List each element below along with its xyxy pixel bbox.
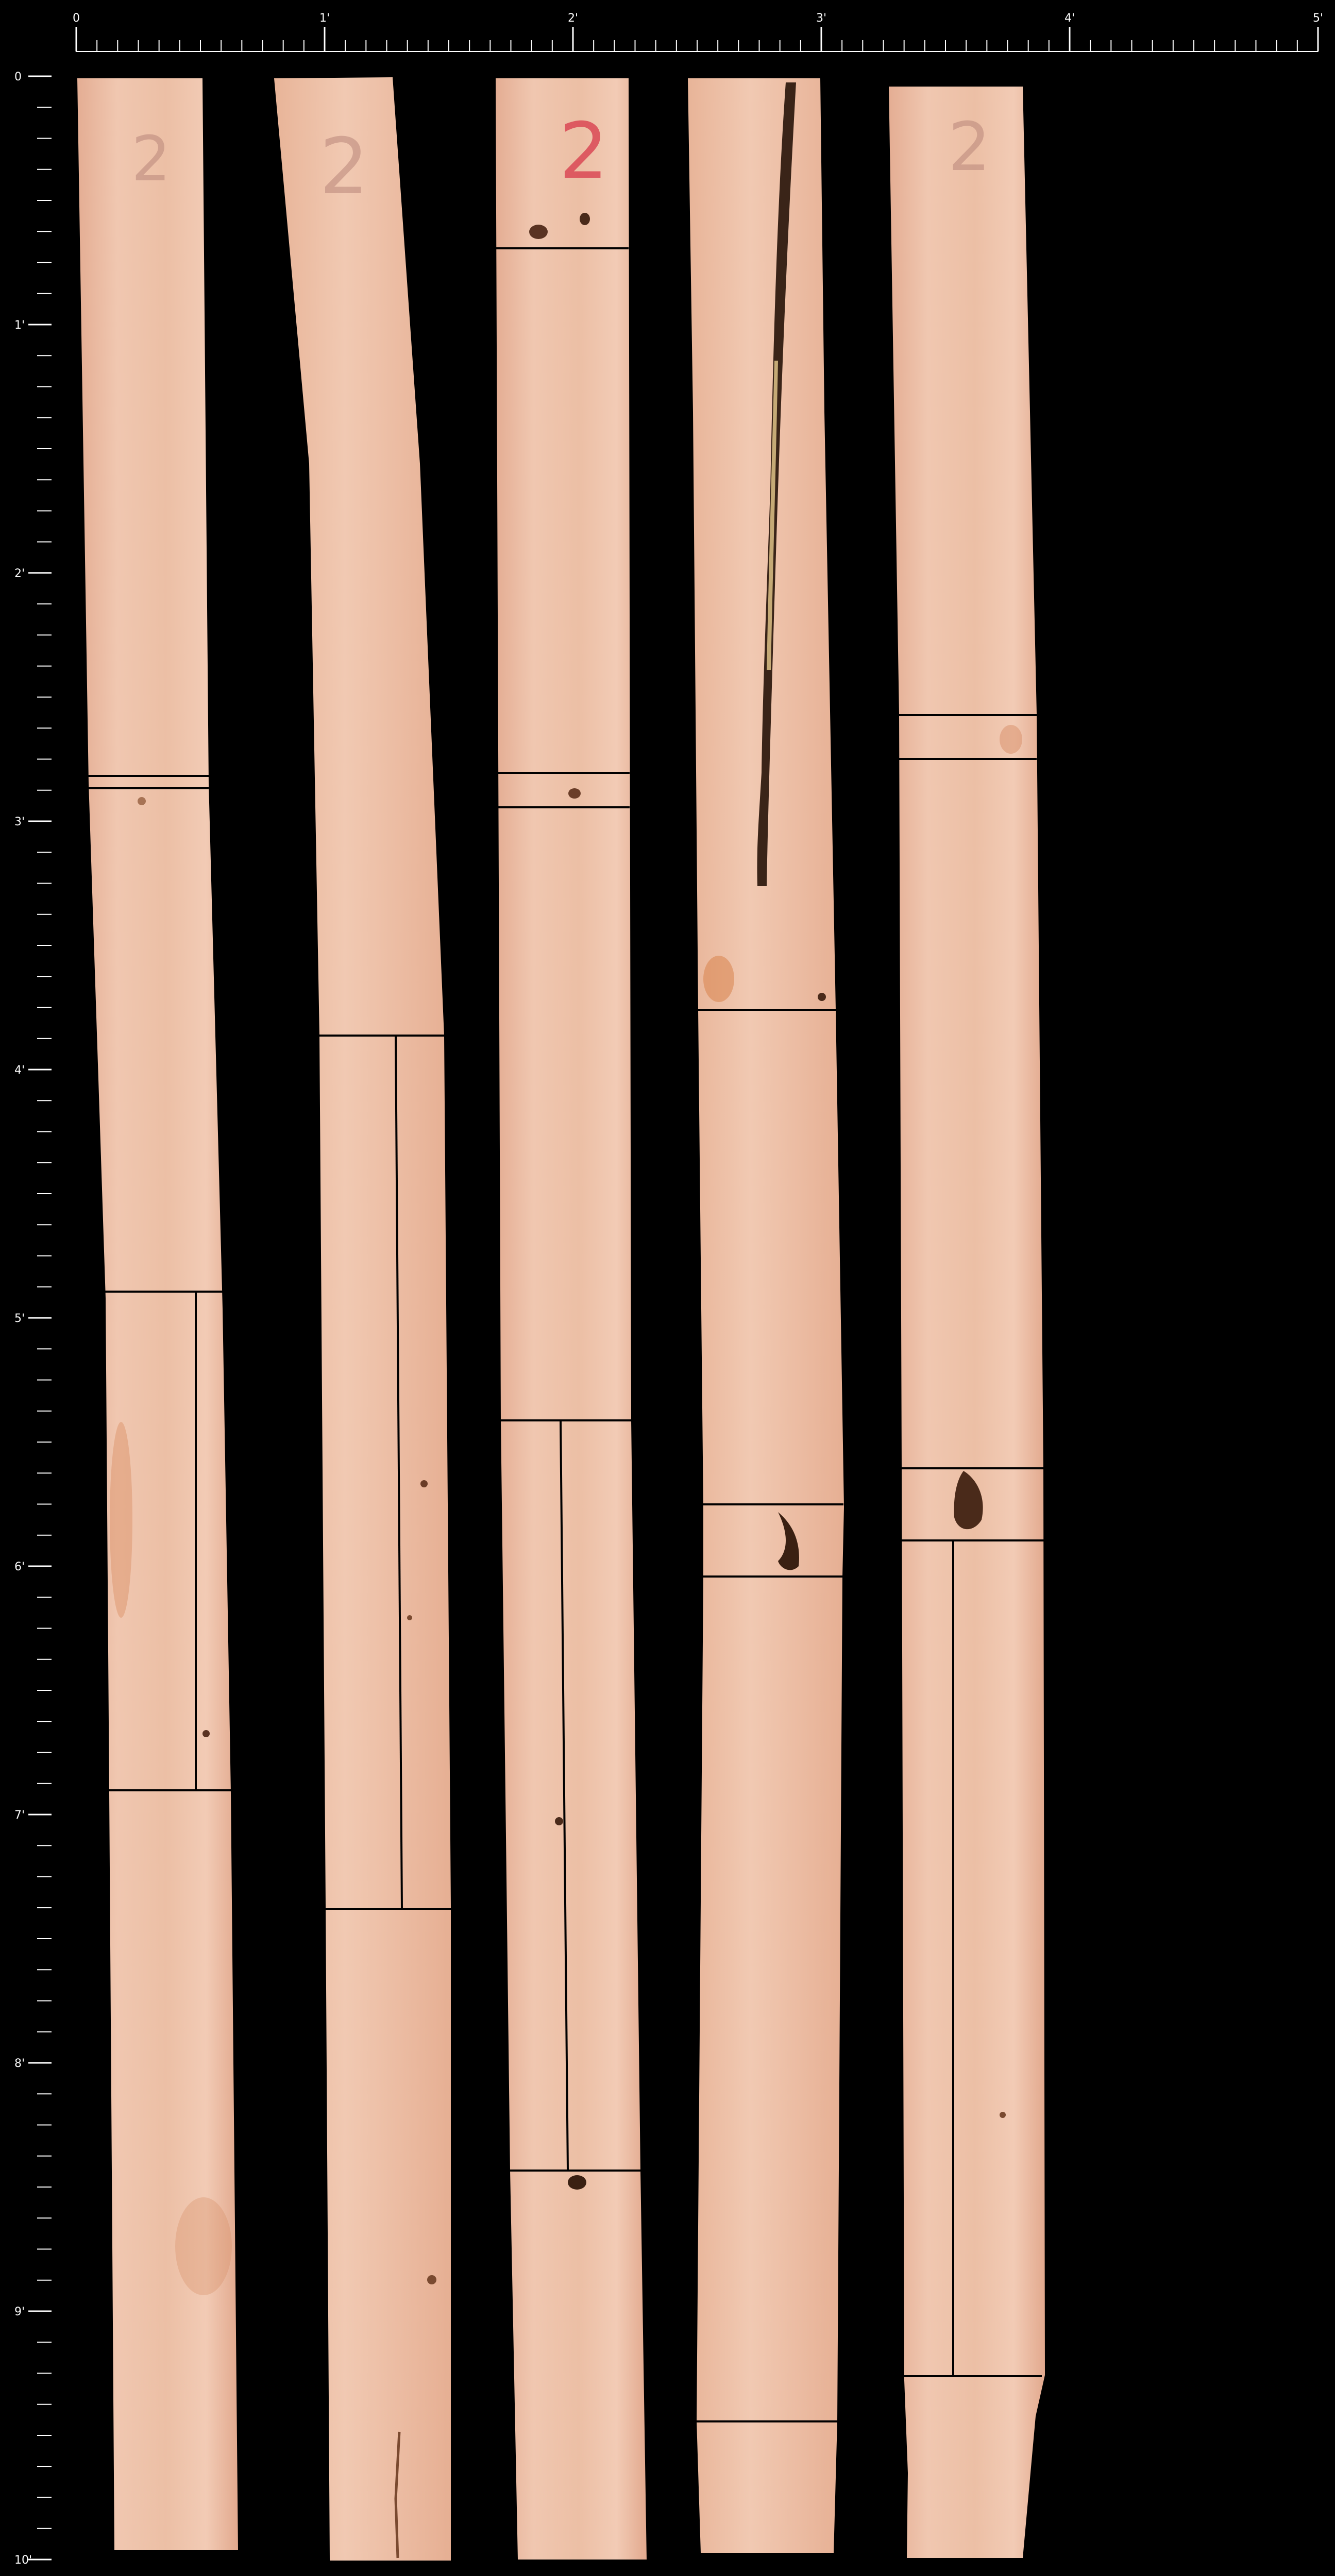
- board-1-body: [77, 78, 238, 2550]
- board-1: [77, 78, 238, 2550]
- left-ruler-label: 3': [14, 816, 25, 828]
- board-3-knot-top: [529, 225, 548, 239]
- board-4-body: [688, 78, 844, 2553]
- top-ruler-label: 4': [1064, 12, 1075, 25]
- left-ruler-label: 1': [14, 319, 25, 332]
- top-ruler-label: 0: [73, 12, 80, 25]
- board-5-mark: 2: [948, 108, 991, 186]
- board-5: [889, 87, 1045, 2558]
- board-2-mark: 2: [319, 122, 369, 212]
- left-ruler: [14, 71, 52, 2576]
- left-ruler-label: 8': [14, 2057, 25, 2070]
- board-3-mark: 2: [559, 107, 609, 196]
- left-ruler-label: 4': [14, 1064, 25, 1077]
- board-3: [496, 78, 647, 2560]
- board-4-knot: [818, 993, 826, 1001]
- board-2-knot-2: [427, 2275, 436, 2284]
- board-1-grain-stain-2: [175, 2197, 232, 2295]
- board-3-knot-mid: [568, 788, 581, 799]
- board-5-body: [889, 87, 1045, 2558]
- board-1-knot: [202, 1730, 210, 1737]
- left-ruler-label: 2': [14, 567, 25, 580]
- board-3-knot-top-2: [580, 213, 590, 225]
- board-2-knot: [420, 1480, 428, 1487]
- left-ruler-label: 5': [14, 1312, 25, 1325]
- top-ruler-label: 5': [1312, 12, 1324, 25]
- left-ruler-label: 0: [14, 71, 22, 83]
- board-5-knot-small: [1000, 2112, 1006, 2118]
- board-3-knot-small: [555, 1817, 563, 1825]
- left-ruler-label: 6': [14, 1561, 25, 1573]
- left-ruler-label: 10': [14, 2554, 32, 2567]
- board-2: [274, 77, 451, 2561]
- board-1-mark: 2: [131, 124, 171, 195]
- left-ruler-label: 7': [14, 1809, 25, 1822]
- top-ruler-label: 3': [816, 12, 827, 25]
- board-2-knot-3: [407, 1615, 412, 1620]
- board-5-stain: [1000, 725, 1022, 754]
- board-2-body: [274, 77, 451, 2561]
- board-1-knot-2: [138, 797, 146, 805]
- left-ruler-label: 9': [14, 2306, 25, 2318]
- board-4: [688, 78, 844, 2553]
- top-ruler-label: 1': [319, 12, 330, 25]
- top-ruler-label: 2': [567, 12, 579, 25]
- top-ruler: [73, 12, 1323, 52]
- board-4-stain: [703, 956, 734, 1002]
- board-3-knot-bottom: [568, 2175, 586, 2190]
- board-1-grain-stain: [110, 1422, 132, 1618]
